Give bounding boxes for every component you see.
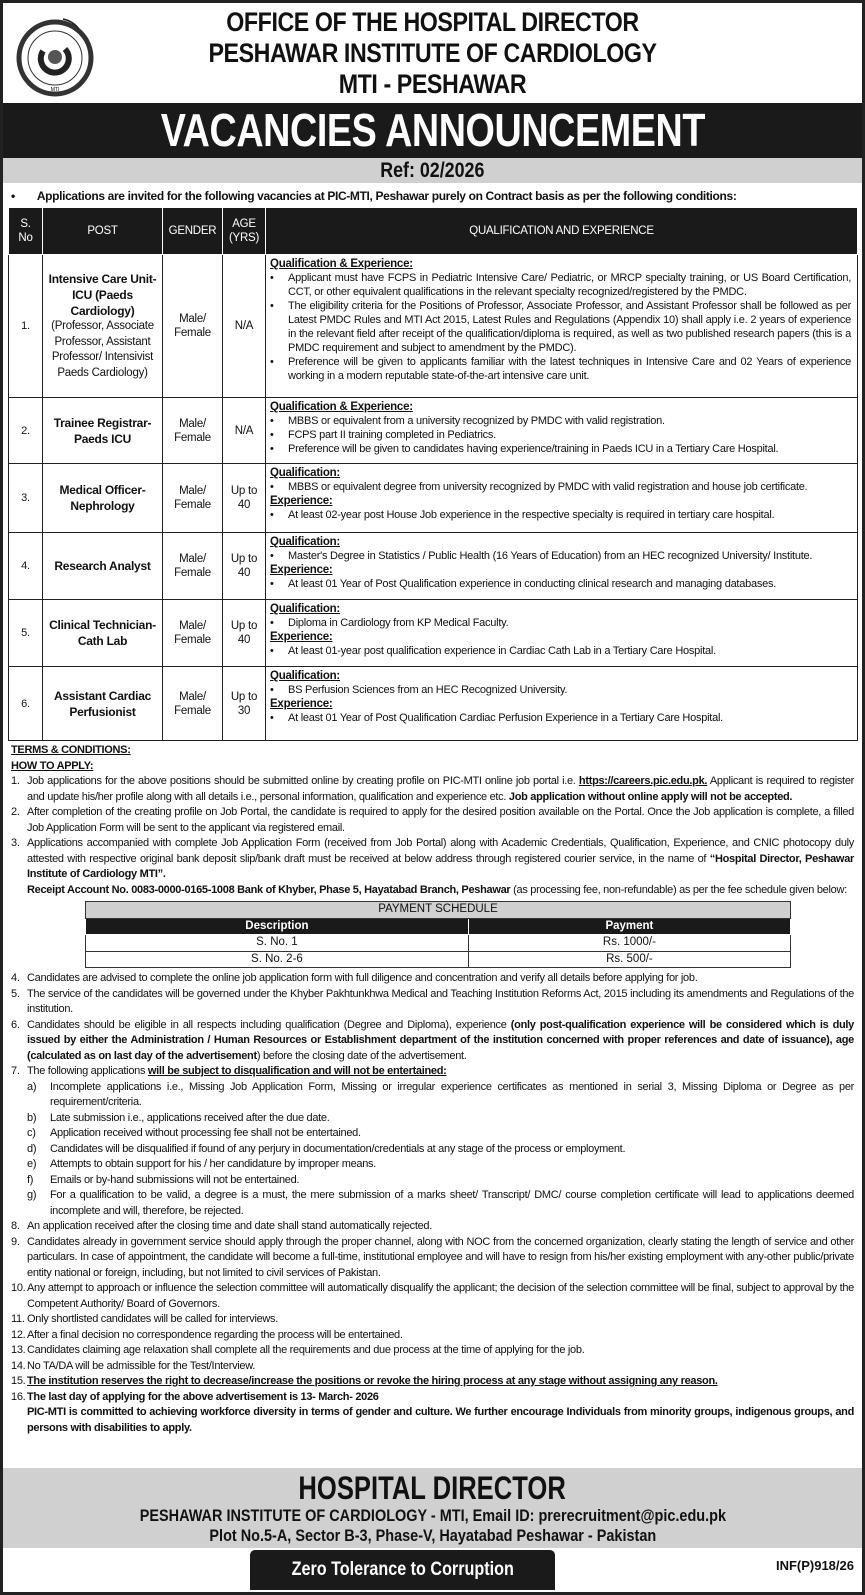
term-item xyxy=(11,1343,854,1359)
term-item xyxy=(11,1359,854,1375)
sub-term-letter: e) xyxy=(27,1158,37,1170)
bullet-text: At least 02-year post House Job experience in the respective specialty is required in tertiary care hospital. xyxy=(288,509,775,521)
term-number: 6. xyxy=(11,1018,20,1031)
sub-term-text: Candidates will be disqualified if found of any perjury in documentation/credentials at any stage of the process or employment. xyxy=(50,1142,626,1155)
row-sno: 2. xyxy=(9,398,43,464)
bullet: • xyxy=(270,617,274,629)
payment-col-payment: Payment xyxy=(468,918,790,935)
sub-term-letter: g) xyxy=(27,1189,37,1201)
bullet: • xyxy=(270,578,274,590)
bullet-item xyxy=(270,480,851,494)
sub-term-letter: b) xyxy=(27,1111,37,1124)
text-segment: Candidates claiming age relaxation shall complete all the requirements and due process at the time of applying for the job. xyxy=(27,1344,585,1356)
post-subtitle: (Professor, Associate Professor, Assistant Professor/ Intensivist Paeds Cardiology) xyxy=(51,320,154,379)
post-title: Assistant Cardiac Perfusionist xyxy=(53,688,152,719)
row-qualification xyxy=(266,667,858,741)
bullet-item xyxy=(270,355,851,383)
address-line: Plot No.5-A, Sector B-3, Phase-V, Hayatabad Peshawar - Pakistan xyxy=(209,1526,656,1545)
intro-text: Applications are invited for the following vacancies at PIC-MTI, Peshawar purely on Contract basis as per the following conditions: xyxy=(36,189,737,203)
post-title: Clinical Technician-Cath Lab xyxy=(49,618,156,648)
ad-code: INF(P)918/26 xyxy=(775,1558,854,1573)
row-gender: Male/ Female xyxy=(163,255,223,398)
term-number: 3. xyxy=(11,837,20,849)
vacancies-table xyxy=(8,207,858,741)
term-text xyxy=(27,1359,854,1375)
term-text xyxy=(27,836,854,898)
term-text xyxy=(27,805,854,836)
post-title: Intensive Care Unit-ICU (Paeds Cardiology) xyxy=(48,272,157,318)
bullet-text: MBBS or equivalent degree from university recognized by PMDC with valid registration and house job certificate. xyxy=(288,481,808,493)
text-segment: No TA/DA will be admissible for the Test/Interview. xyxy=(27,1359,256,1372)
text-segment: “Hospital Director, Peshawar Institute of Cardiology MTI”. xyxy=(27,852,854,880)
table-row xyxy=(9,464,858,533)
term-text xyxy=(27,1312,854,1328)
col-sno: S. No xyxy=(9,208,43,255)
sub-term-text: Attempts to obtain support for his / her candidature by improper means. xyxy=(50,1158,376,1170)
term-number: 14. xyxy=(11,1359,26,1372)
text-segment: An application received after the closing time and date shall stand automatically rejected. xyxy=(27,1220,433,1232)
row-age: Up to 40 xyxy=(223,600,266,667)
intro-line xyxy=(3,183,862,207)
slogan-badge xyxy=(250,1550,555,1590)
post-title: Medical Officer-Nephrology xyxy=(59,483,146,513)
bullet: • xyxy=(270,684,274,696)
bullet-item xyxy=(270,428,851,442)
sub-term-letter: a) xyxy=(27,1080,37,1093)
text-segment: The following applications xyxy=(27,1065,148,1077)
row-gender: Male/ Female xyxy=(163,464,223,533)
term-number: 13. xyxy=(11,1344,26,1356)
post-title: Research Analyst xyxy=(54,559,151,573)
bullet: • xyxy=(270,415,274,427)
term-number: 5. xyxy=(11,987,20,1000)
section-heading: Qualification: xyxy=(270,603,340,615)
reference-bar xyxy=(3,158,862,183)
bullet-text: At least 01-year post qualification experience in Cardiac Cath Lab in a Tertiary Care Hospital. xyxy=(288,645,716,657)
term-number: 8. xyxy=(11,1220,20,1232)
sub-term-letter: c) xyxy=(27,1127,36,1139)
term-number: 4. xyxy=(11,972,20,984)
term-number: 10. xyxy=(11,1282,26,1294)
row-post xyxy=(43,667,163,741)
table-row xyxy=(9,600,858,667)
bullet-item xyxy=(270,271,851,299)
col-qualification: QUALIFICATION AND EXPERIENCE xyxy=(266,208,858,255)
term-item xyxy=(11,1064,854,1080)
term-number: 15. xyxy=(11,1375,26,1387)
sub-term-text: Application received without processing fee shall not be entertained. xyxy=(50,1127,361,1139)
row-post xyxy=(43,398,163,464)
row-sno: 6. xyxy=(9,667,43,741)
payment-col-description: Description xyxy=(86,918,469,935)
bullet: • xyxy=(270,481,274,493)
term-item xyxy=(11,805,854,836)
term-item xyxy=(11,1390,854,1406)
text-segment: Job application without online apply will not be accepted. xyxy=(508,790,793,803)
term-text xyxy=(27,1374,854,1390)
bullet-item xyxy=(270,711,851,725)
bullet-item xyxy=(270,683,851,697)
term-text xyxy=(27,1390,854,1406)
bullet: • xyxy=(270,550,274,562)
term-text xyxy=(27,1235,854,1282)
sub-term-item xyxy=(11,1157,854,1173)
bottom-bar xyxy=(3,1548,862,1592)
sub-term-item xyxy=(11,1188,854,1219)
table-row xyxy=(9,398,858,464)
term-item xyxy=(11,1328,854,1344)
bullet-item xyxy=(270,577,851,591)
term-item xyxy=(11,836,854,898)
row-sno: 1. xyxy=(9,255,43,398)
text-segment: Candidates should be eligible in all respects including qualification (Degree and Diploma), experience xyxy=(27,1018,511,1031)
term-item xyxy=(11,987,854,1018)
bullet-item xyxy=(270,414,851,428)
bullet-text: At least 01 Year of Post Qualification experience in conducting clinical research and managing databases. xyxy=(288,578,777,590)
section-heading: Qualification: xyxy=(270,467,340,479)
bullet-text: Diploma in Cardiology from KP Medical Faculty. xyxy=(288,617,509,629)
payment-row xyxy=(86,935,791,952)
term-text xyxy=(27,1328,854,1344)
terms-section xyxy=(3,741,862,1436)
term-text xyxy=(27,774,854,805)
text-segment: Applications accompanied with complete Job Application Form (received from Job Portal) along with Academic Credentials, Qualification, Experience, and CNIC photocopy duly attested with respective original bank deposit slip/bank draft must be received at below address through registered courier service, in the name of xyxy=(27,837,854,865)
sub-term-letter: d) xyxy=(27,1142,37,1155)
bullet-text: BS Perfusion Sciences from an HEC Recognized University. xyxy=(288,684,568,696)
row-age: N/A xyxy=(223,255,266,398)
row-age: N/A xyxy=(223,398,266,464)
section-heading: Qualification: xyxy=(270,536,340,548)
payment-amount: Rs. 1000/- xyxy=(468,935,790,952)
payment-description: S. No. 1 xyxy=(86,935,469,952)
text-segment: will be subject to disqualification and will not be entertained: xyxy=(147,1065,447,1077)
text-segment: (as processing fee, non-refundable) as per the fee schedule given below: xyxy=(510,883,847,896)
sub-term-text: Emails or by-hand submissions will not be entertained. xyxy=(50,1173,300,1186)
bullet-text: Master's Degree in Statistics / Public Health (16 Years of Education) from an HEC recognized University/ Institute. xyxy=(288,550,813,562)
col-age: AGE (YRS) xyxy=(223,208,266,255)
row-qualification xyxy=(266,398,858,464)
row-post xyxy=(43,255,163,398)
bullet: • xyxy=(11,189,15,203)
bullet-text: Preference will be given to candidates having experience/training in Paeds ICU in a Tertiary Care Hospital. xyxy=(288,443,779,455)
row-post xyxy=(43,464,163,533)
bullet: • xyxy=(270,712,274,724)
term-text xyxy=(27,971,854,987)
term-text xyxy=(27,1018,854,1065)
bullet: • xyxy=(270,509,274,521)
term-number: 2. xyxy=(11,806,20,818)
section-heading: Qualification & Experience: xyxy=(270,401,413,413)
col-gender: GENDER xyxy=(163,208,223,255)
portal-link[interactable]: https://careers.pic.edu.pk. xyxy=(578,775,708,787)
text-segment: The institution reserves the right to decrease/increase the positions or revoke the hiring process at any stage without assigning any reason. xyxy=(27,1375,718,1387)
term-item xyxy=(11,1312,854,1328)
text-segment: (only post-qualification experience will be considered which is duly issued by either the Administration / Human Resources or Establishment department of the institution concerned with proper references and date of issuance), age (calculated as on last day of the advertisement xyxy=(27,1018,854,1062)
section-heading: Experience: xyxy=(270,698,333,710)
bullet-text: The eligibility criteria for the Positions of Professor, Associate Professor, and Assistant Professor shall be followed as per Latest PMDC Rules and MTI Act 2015, Latest Rules and Regulations (Appendix 10) shall apply i.e. 2 years of experience in the relevant field after receipt of the qualification/diploma is required, as well as two published research papers (this is a PMDC requirement and subject to amendment by the PMDC). xyxy=(288,300,851,354)
header xyxy=(3,3,862,103)
payment-schedule-title: PAYMENT SCHEDULE xyxy=(86,902,791,919)
sub-term-letter: f) xyxy=(27,1173,34,1186)
bullet: • xyxy=(270,443,274,455)
table-row xyxy=(9,255,858,398)
slogan-text: Zero Tolerance to Corruption xyxy=(291,1559,514,1580)
row-post xyxy=(43,600,163,667)
row-sno: 3. xyxy=(9,464,43,533)
sub-term-text: For a qualification to be valid, a degree is a must, the mere submission of a marks sheet/ Transcript/ DMC/ course completion certificate will lead to applications deemed incomplete and will, therefore, be rejected. xyxy=(50,1189,854,1217)
table-header-row xyxy=(9,208,858,255)
contact-email-line: PESHAWAR INSTITUTE OF CARDIOLOGY - MTI, Email ID: prerecruitment@pic.edu.pk xyxy=(139,1506,726,1525)
announcement-banner xyxy=(3,103,862,158)
term-text xyxy=(27,1064,854,1080)
post-title: Trainee Registrar-Paeds ICU xyxy=(53,415,152,446)
text-segment: ) before the closing date of the advertisement. xyxy=(256,1049,467,1062)
svg-text:MTI: MTI xyxy=(50,87,60,93)
term-extra-paragraph xyxy=(27,883,854,899)
location-title: MTI - PESHAWAR xyxy=(338,69,527,99)
sub-term-item xyxy=(11,1142,854,1158)
term-text xyxy=(27,1219,854,1235)
term-number: 16. xyxy=(11,1390,26,1403)
text-segment: After a final decision no correspondence regarding the process will be entertained. xyxy=(27,1328,403,1341)
row-qualification xyxy=(266,464,858,533)
term-item xyxy=(11,1281,854,1312)
bullet-text: MBBS or equivalent from a university recognized by PMDC with valid registration. xyxy=(288,415,665,427)
bullet: • xyxy=(270,300,274,312)
row-gender: Male/ Female xyxy=(163,600,223,667)
bullet-item xyxy=(270,616,851,630)
term-item xyxy=(11,1235,854,1282)
col-post: POST xyxy=(43,208,163,255)
row-post xyxy=(43,533,163,600)
reference-number: Ref: 02/2026 xyxy=(380,159,485,182)
section-heading: Experience: xyxy=(270,564,333,576)
text-segment: Applicant is required to register and update his/her profile along with all details i.e., personal information, qualification and experience etc. xyxy=(27,775,854,803)
sub-term-text: Incomplete applications i.e., Missing Job Application Form, Missing or irregular experience certificates as mentioned in serial 3, Missing Diploma or Degree as per requirement/criteria. xyxy=(50,1080,854,1108)
bullet: • xyxy=(270,356,274,368)
payment-schedule-table xyxy=(85,901,791,968)
row-qualification xyxy=(266,600,858,667)
term-text xyxy=(27,1343,854,1359)
payment-description: S. No. 2-6 xyxy=(86,951,469,968)
term-text xyxy=(27,987,854,1018)
row-qualification xyxy=(266,533,858,600)
row-gender: Male/ Female xyxy=(163,667,223,741)
table-row xyxy=(9,533,858,600)
bullet-text: FCPS part II training completed in Pediatrics. xyxy=(288,429,496,441)
institute-title: PESHAWAR INSTITUTE OF CARDIOLOGY xyxy=(208,38,657,68)
bullet-item xyxy=(270,299,851,355)
text-segment: Candidates are advised to complete the online job application form with full diligence and concentration and verify all details before applying for job. xyxy=(27,972,698,984)
bullet-item xyxy=(270,508,851,522)
section-heading: Qualification: xyxy=(270,670,340,682)
bullet: • xyxy=(270,645,274,657)
row-gender: Male/ Female xyxy=(163,398,223,464)
term-number: 7. xyxy=(11,1065,20,1077)
row-sno: 5. xyxy=(9,600,43,667)
signatory-title: HOSPITAL DIRECTOR xyxy=(298,1470,567,1506)
section-heading: Experience: xyxy=(270,631,333,643)
footer-contact xyxy=(3,1468,862,1548)
text-segment: The last day of applying for the above advertisement is 13- March- 2026 xyxy=(27,1390,379,1403)
bullet-text: Applicant must have FCPS in Pediatric Intensive Care/ Pediatric, or MRCP specialty training, or US Board Certification, CCT, or other equivalent qualifications in the relevant specialty recognized/registered by the PMDC. xyxy=(288,272,851,298)
sub-term-item xyxy=(11,1173,854,1189)
section-heading: Qualification & Experience: xyxy=(270,258,413,270)
row-age: Up to 40 xyxy=(223,533,266,600)
term-item xyxy=(11,1219,854,1235)
term-number: 12. xyxy=(11,1328,26,1341)
bullet-item xyxy=(270,644,851,658)
bullet-item xyxy=(270,442,851,456)
term-number: 1. xyxy=(11,775,20,787)
bullet-text: At least 01 Year of Post Qualification Cardiac Perfusion Experience in a Tertiary Care Hospital. xyxy=(288,712,723,724)
row-age: Up to 30 xyxy=(223,667,266,741)
term-number: 11. xyxy=(11,1313,25,1325)
diversity-statement: PIC-MTI is committed to achieving workforce diversity in terms of gender and culture. We further encourage Individuals from minority groups, indigenous groups, and persons with disabilities to apply. xyxy=(27,1406,854,1434)
row-qualification xyxy=(266,255,858,398)
table-row xyxy=(9,667,858,741)
sub-term-text: Late submission i.e., applications received after the due date. xyxy=(50,1111,330,1124)
text-segment: Candidates already in government service should apply through the proper channel, along with NOC from the concerned organization, clearly stating the length of service and other particulars. In case of appointment, the candidate will become a full-time, institutional employee and will have to resign from his/her existing employment with any-other public/private entity national or foreign, including, but not limited to civil services of Pakistan. xyxy=(27,1235,854,1279)
term-item xyxy=(11,774,854,805)
how-to-apply-heading: HOW TO APPLY: xyxy=(11,759,94,772)
text-segment: Receipt Account No. 0083-0000-0165-1008 Bank of Khyber, Phase 5, Hayatabad Branch, Peshawar xyxy=(27,883,511,896)
text-segment: The service of the candidates will be governed under the Khyber Pakhtunkhwa Medical and Teaching Institution Reforms Act, 2015 including its amendments and Regulations of the institution. xyxy=(27,987,854,1015)
sub-term-item xyxy=(11,1126,854,1142)
row-gender: Male/ Female xyxy=(163,533,223,600)
payment-row xyxy=(86,951,791,968)
term-item xyxy=(11,1018,854,1065)
section-heading: Experience: xyxy=(270,495,333,507)
bullet: • xyxy=(270,429,274,441)
banner-title: VACANCIES ANNOUNCEMENT xyxy=(160,104,705,156)
payment-amount: Rs. 500/- xyxy=(468,951,790,968)
terms-heading: TERMS & CONDITIONS: xyxy=(11,744,131,756)
sub-term-item xyxy=(11,1111,854,1127)
term-item xyxy=(11,1374,854,1390)
text-segment: After completion of the creating profile on Job Portal, the candidate is required to apply for the desired position available on the Portal. Once the Job application is complete, a filled Job Application Form will be sent to the applicant via registered email. xyxy=(27,806,854,834)
bullet-item xyxy=(270,549,851,563)
row-age: Up to 40 xyxy=(223,464,266,533)
text-segment: Job applications for the above positions should be submitted online by creating profile on PIC-MTI online job portal i.e. xyxy=(27,775,579,787)
text-segment: Any attempt to approach or influence the selection committee will automatically disqualify the applicant; the decision of the selection committee will be final, subject to approval by the Competent Authority/ Board of Governors. xyxy=(27,1282,854,1310)
term-number: 9. xyxy=(11,1235,20,1248)
row-sno: 4. xyxy=(9,533,43,600)
sub-term-item xyxy=(11,1080,854,1111)
term-text xyxy=(27,1281,854,1312)
text-segment: Only shortlisted candidates will be called for interviews. xyxy=(27,1313,278,1325)
bullet: • xyxy=(270,272,274,284)
term-item xyxy=(11,971,854,987)
office-title: OFFICE OF THE HOSPITAL DIRECTOR xyxy=(226,7,639,37)
bullet-text: Preference will be given to applicants familiar with the latest techniques in Intensive Care and 02 Years of experience working in a modern reputable state-of-the-art intensive care unit. xyxy=(288,356,851,382)
